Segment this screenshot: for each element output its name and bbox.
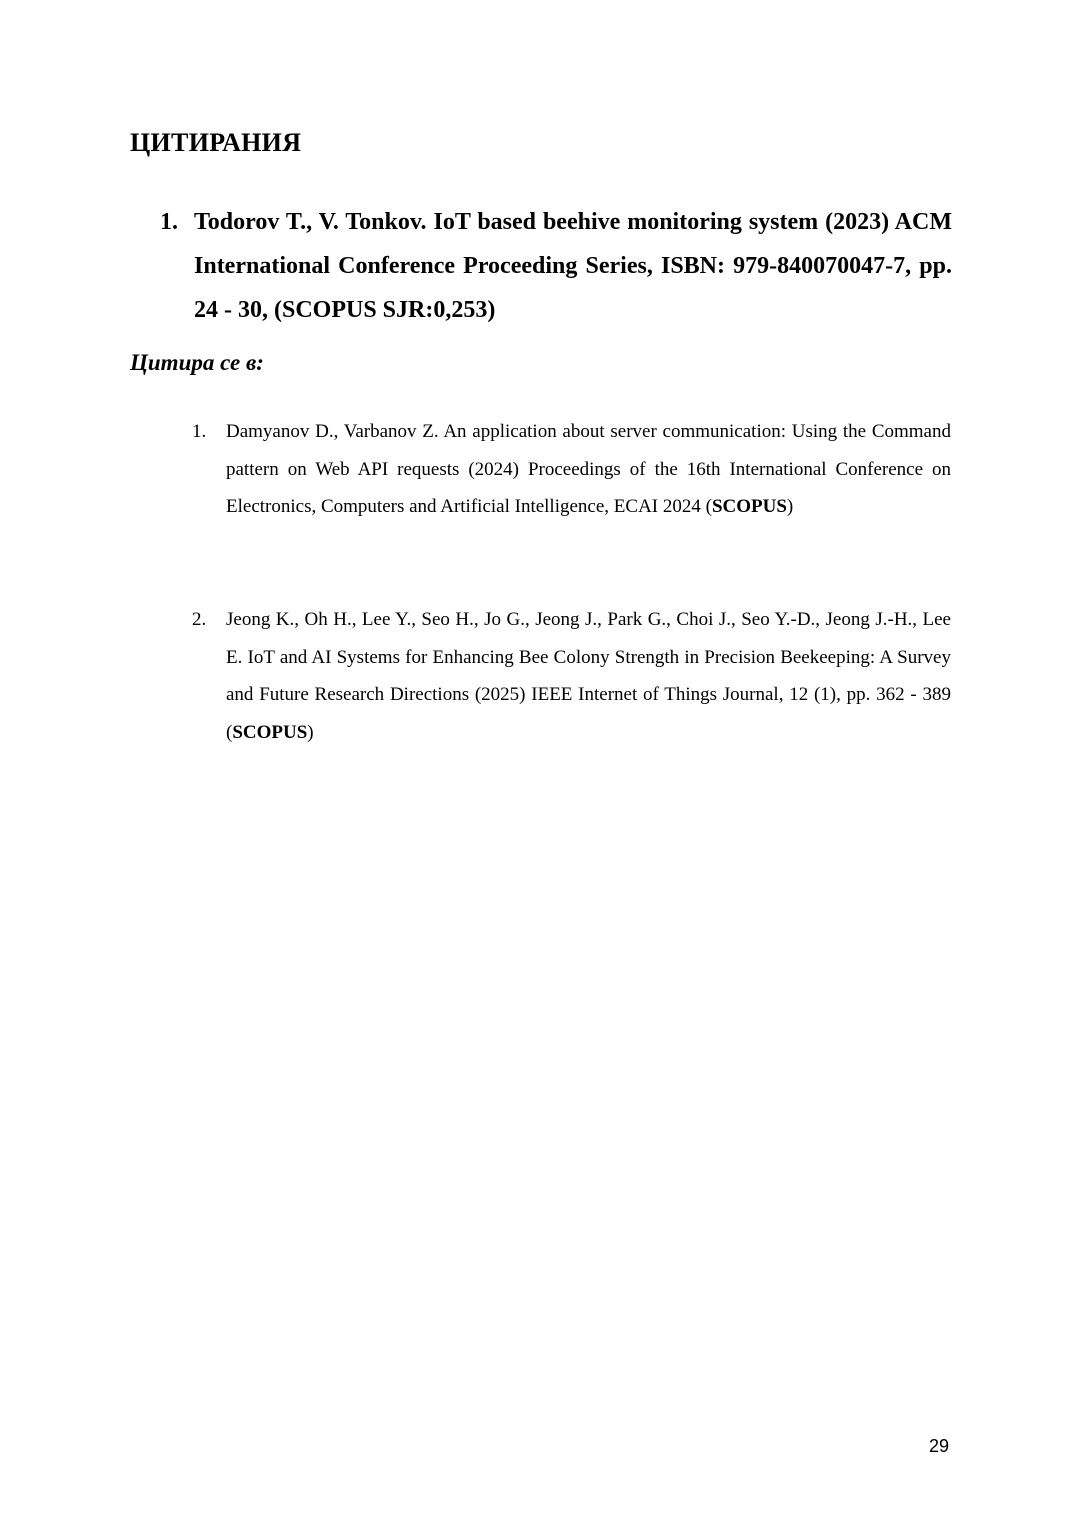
citation-index-label: SCOPUS (711, 496, 787, 517)
publication-number: 1. (160, 209, 178, 235)
citation-number: 2. (192, 609, 207, 630)
citation-number: 1. (192, 421, 207, 442)
citation-close: ) (786, 496, 794, 517)
citation-item (192, 413, 951, 526)
citation-close: ) (307, 721, 314, 743)
citation-item (192, 601, 951, 751)
publication-entry (160, 200, 952, 332)
section-heading: ЦИТИРАНИЯ (130, 128, 302, 157)
citation-text-block (226, 601, 951, 751)
citation-text: Jeong K., Oh H., Lee Y., Seo H., Jo G., Jeong J., Park G., Choi J., Seo Y.-D., Jeong J.-H., Lee E. IoT and AI Systems for Enhancing Bee Colony Strength in Precision Beekeeping: A Survey and Future Research Directions (2025) IEEE Internet of Things Journal, 12 (1), pp. 362 - 389 ( (226, 609, 951, 743)
cited-in-label: Цитира се в: (130, 350, 264, 375)
publication-text: Todorov T., V. Tonkov. IoT based beehive monitoring system (2023) ACM International Conference Proceeding Series, ISBN: 979-840070047-7, pp. 24 - 30, (SCOPUS SJR:0,253) (194, 209, 952, 323)
citation-text: Damyanov D., Varbanov Z. An application about server communication: Using the Command pattern on Web API requests (2024) Proceedings of the 16th International Conference on Electronics, Computers and Artificial Intelligence, ECAI 2024 ( (226, 421, 951, 517)
citation-index-label: SCOPUS (232, 721, 308, 743)
citation-text-block (226, 413, 951, 526)
page-number: 29 (929, 1436, 950, 1456)
